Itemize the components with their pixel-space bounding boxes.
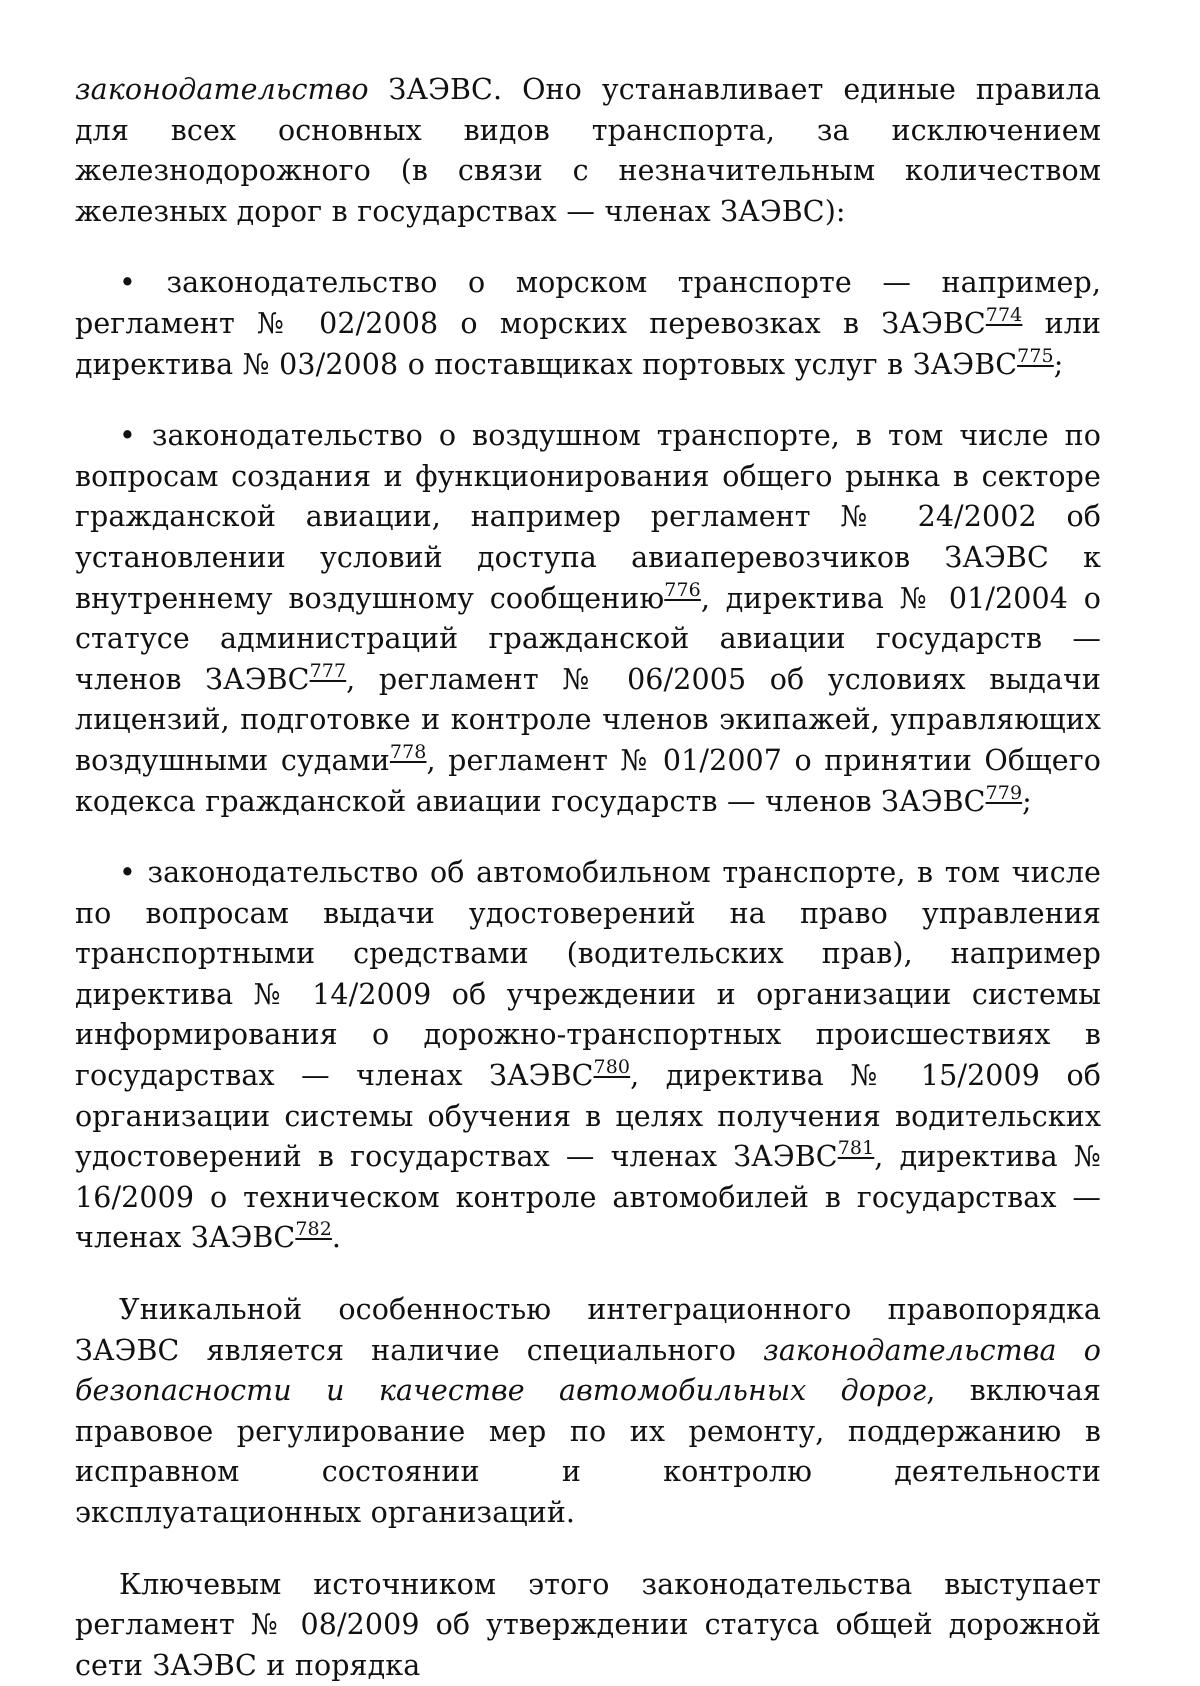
italic-term: законодательство bbox=[75, 73, 369, 106]
paragraph-text: , включая правовое регулирование мер по их ремонту, поддержанию в исправном состоянии и контролю деятельности эксплуатационных организаций. bbox=[75, 1374, 1101, 1529]
footnote-ref-781[interactable]: 781 bbox=[837, 1137, 875, 1160]
list-item-text: • законодательство об автомобильном транспорте, в том числе по вопросам выдачи удостоверений на право управления транспортными средствами (водительских прав), например директива № 14/2009 об учреждении и организации системы информирования о дорожно-транспортных происшествиях в государствах — членах ЗАЭВС bbox=[75, 856, 1101, 1093]
list-item-text: ; bbox=[1053, 347, 1064, 381]
list-item-text: , регламент № 06/2005 об условиях выдачи лицензий, подготовке и контроле членов экипажей, управляющих воздушными судами bbox=[75, 662, 1102, 777]
footnote-ref-774[interactable]: 774 bbox=[985, 303, 1023, 326]
footnote-ref-780[interactable]: 780 bbox=[593, 1056, 631, 1079]
list-item-text: , директива № 16/2009 о техническом контроле автомобилей в государствах — членах ЗАЭВС bbox=[75, 1140, 1102, 1255]
footnote-ref-777[interactable]: 777 bbox=[309, 659, 347, 682]
italic-term: законодательства о безопасности и качестве автомобильных дорог bbox=[75, 1333, 1101, 1408]
footnote-ref-776[interactable]: 776 bbox=[664, 578, 701, 601]
list-item-text: • законодательство о морском транспорте — например, регламент № 02/2008 о морских перевозках в ЗАЭВС bbox=[75, 266, 1101, 340]
list-item-text: . bbox=[331, 1221, 342, 1255]
list-item-air bbox=[75, 416, 1101, 822]
list-item-text: , директива № 15/2009 об организации системы обучения в целях получения водительских удостоверений в государствах — членах ЗАЭВС bbox=[75, 1059, 1101, 1174]
list-item-road bbox=[75, 853, 1101, 1259]
paragraph-road-safety bbox=[75, 1290, 1101, 1534]
footnote-ref-782[interactable]: 782 bbox=[295, 1218, 332, 1241]
list-item-text: • законодательство о воздушном транспорте, в том числе по вопросам создания и функционирования общего рынка в секторе гражданской авиации, например регламент № 24/2002 об установлении условий доступа авиаперевозчиков ЗАЭВС к внутреннему воздушному сообщению bbox=[75, 419, 1101, 615]
footnote-ref-779[interactable]: 779 bbox=[985, 781, 1023, 804]
paragraph-intro bbox=[75, 70, 1101, 232]
list-item-text: , директива № 01/2004 о статусе администраций гражданской авиации государств — членов ЗАЭВС bbox=[75, 581, 1101, 696]
list-item-text: или директива № 03/2008 о поставщиках портовых услуг в ЗАЭВС bbox=[75, 306, 1101, 381]
footnote-ref-778[interactable]: 778 bbox=[389, 740, 427, 763]
footnote-ref-775[interactable]: 775 bbox=[1017, 344, 1054, 367]
paragraph-text: ЗАЭВС. Оно устанавливает единые правила для всех основных видов транспорта, за исключением железнодорожного (в связи с незначительным количеством железных дорог в государствах — членах ЗАЭВС): bbox=[75, 73, 1101, 228]
list-item-maritime bbox=[75, 263, 1101, 385]
paragraph-text: Ключевым источником этого законодательства выступает регламент № 08/2009 об утверждении статуса общей дорожной сети ЗАЭВС и порядка bbox=[75, 1567, 1101, 1682]
document-page bbox=[75, 70, 1101, 1686]
list-item-text: ; bbox=[1022, 784, 1032, 818]
paragraph-text: Уникальной особенностью интеграционного правопорядка ЗАЭВС является наличие специального bbox=[75, 1293, 1101, 1367]
paragraph-key-source bbox=[75, 1565, 1101, 1686]
list-item-text: , регламент № 01/2007 о принятии Общего кодекса гражданской авиации государств — членов ЗАЭВС bbox=[75, 743, 1101, 818]
